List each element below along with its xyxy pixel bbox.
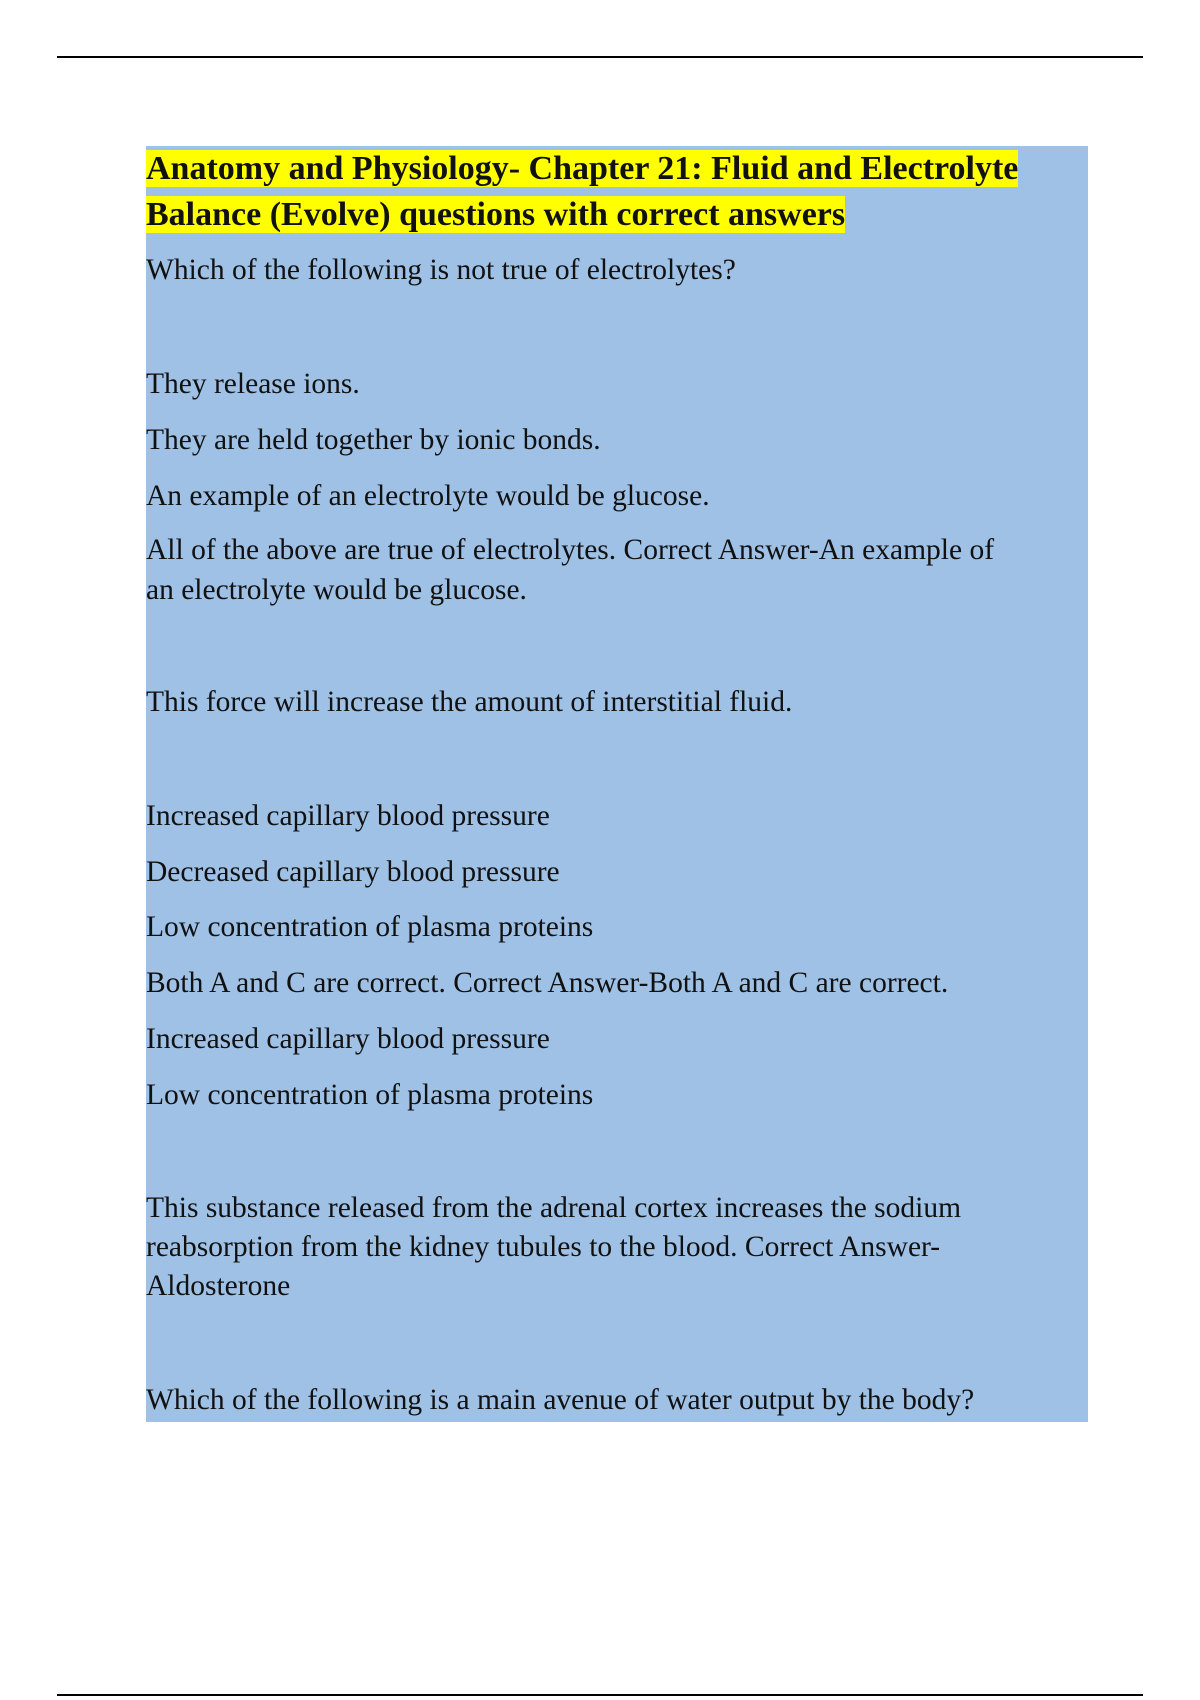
q1-option-c: An example of an electrolyte would be glucose. [146, 480, 710, 512]
document-body [146, 146, 1088, 1422]
q1-option-b: They are held together by ionic bonds. [146, 424, 601, 456]
q1-answer-line-1: All of the above are true of electrolytes. Correct Answer-An example of [146, 534, 995, 566]
question-3-line-1: This substance released from the adrenal cortex increases the sodium [146, 1192, 962, 1224]
question-1: Which of the following is not true of electrolytes? [146, 254, 736, 286]
q1-answer-line-2: an electrolyte would be glucose. [146, 574, 527, 606]
q1-option-a: They release ions. [146, 368, 360, 400]
document-title [146, 146, 1088, 238]
title-line-2: Balance (Evolve) questions with correct answers [146, 196, 846, 233]
q2-option-c: Low concentration of plasma proteins [146, 911, 594, 943]
question-2: This force will increase the amount of interstitial fluid. [146, 686, 793, 718]
question-3-line-3: Aldosterone [146, 1270, 291, 1302]
q2-answer-detail-1: Increased capillary blood pressure [146, 1023, 550, 1055]
q2-answer: Both A and C are correct. Correct Answer-Both A and C are correct. [146, 967, 949, 999]
q2-option-a: Increased capillary blood pressure [146, 800, 550, 832]
q2-answer-detail-2: Low concentration of plasma proteins [146, 1079, 594, 1111]
question-3-line-2: reabsorption from the kidney tubules to the blood. Correct Answer- [146, 1231, 941, 1263]
title-line-1: Anatomy and Physiology- Chapter 21: Fluid and Electrolyte [146, 150, 1019, 187]
footer-rule [57, 1694, 1143, 1696]
q2-option-b: Decreased capillary blood pressure [146, 856, 560, 888]
header-rule [57, 56, 1143, 58]
question-4: Which of the following is a main avenue of water output by the body? [146, 1384, 975, 1416]
